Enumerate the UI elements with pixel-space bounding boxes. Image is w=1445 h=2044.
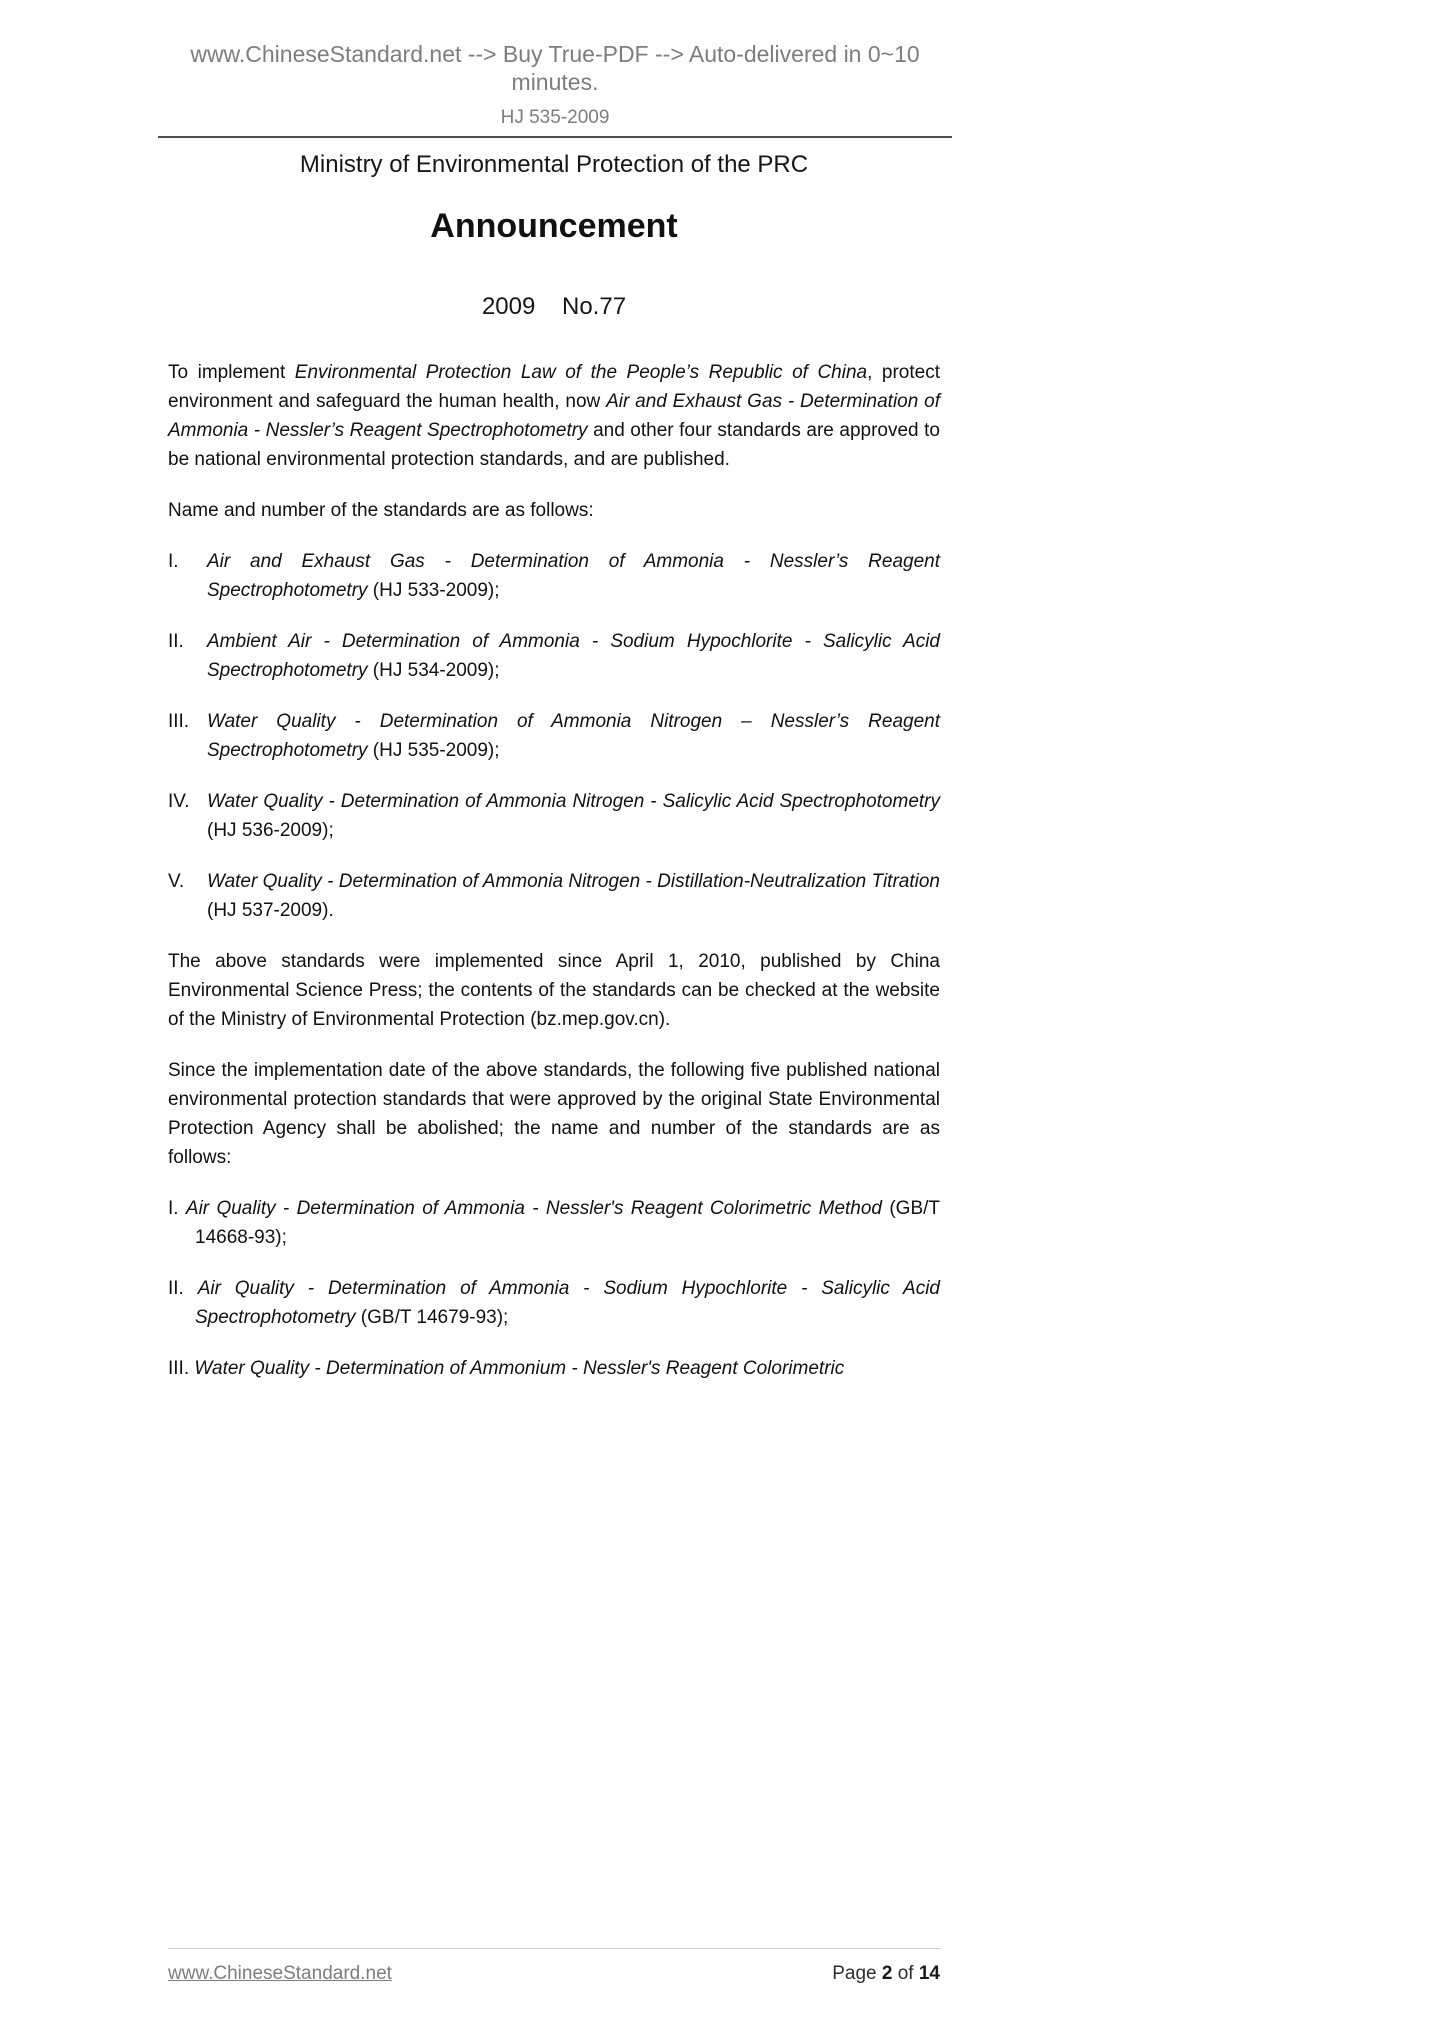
text-run: and other four standards are approved to be national environmental protection standards, and are published. bbox=[168, 420, 940, 470]
text-run: Ambient Air - Determination of Ammonia - Sodium Hypochlorite - Salicylic Acid Spectrophotometry bbox=[207, 631, 940, 681]
text-run: The above standards were implemented since April 1, 2010, published by China Environmental Science Press; the contents of the standards can be checked at the website of the Ministry of Environmental Protection (bz.mep.gov.cn). bbox=[168, 951, 940, 1030]
list-marker: I. bbox=[168, 1198, 179, 1219]
ministry-title: Ministry of Environmental Protection of the PRC bbox=[299, 151, 809, 178]
list-marker: IV. bbox=[168, 791, 190, 812]
of-word: of bbox=[892, 1963, 919, 1984]
text-run: Air Quality - Determination of Ammonia - Sodium Hypochlorite - Salicylic Acid Spectrophotometry bbox=[195, 1278, 940, 1328]
list-item bbox=[168, 547, 940, 605]
header-doc-number: HJ 535-2009 bbox=[500, 107, 610, 128]
list-item-text bbox=[207, 627, 940, 685]
paragraph bbox=[168, 947, 940, 1034]
list-item bbox=[168, 1274, 940, 1332]
list-marker: V. bbox=[168, 871, 185, 892]
list-item-text bbox=[207, 867, 940, 925]
text-run: (HJ 534-2009); bbox=[367, 660, 500, 681]
list-item bbox=[168, 867, 940, 925]
paragraph bbox=[168, 1056, 940, 1172]
text-run: Water Quality - Determination of Ammonia Nitrogen - Distillation-Neutralization Titration bbox=[207, 871, 940, 892]
text-run: (HJ 535-2009); bbox=[367, 740, 500, 761]
page-word: Page bbox=[832, 1963, 882, 1984]
text-run: Name and number of the standards are as follows: bbox=[168, 500, 594, 521]
list-item bbox=[168, 1354, 940, 1383]
list-marker: II. bbox=[168, 631, 184, 652]
text-run: Air and Exhaust Gas - Determination of Ammonia - Nessler’s Reagent Spectrophotometry bbox=[168, 391, 941, 441]
text-run: , protect environment and safeguard the human health, now bbox=[168, 362, 940, 412]
text-run: Water Quality - Determination of Ammonia Nitrogen – Nessler’s Reagent Spectrophotometry bbox=[207, 711, 940, 761]
text-run: Air and Exhaust Gas - Determination of Ammonia - Nessler’s Reagent Spectrophotometry bbox=[207, 551, 940, 601]
list-item-text bbox=[207, 547, 940, 605]
paragraph bbox=[168, 358, 940, 474]
text-run: Water Quality - Determination of Ammonium - Nessler's Reagent Colorimetric bbox=[194, 1358, 845, 1379]
announcement-title: Announcement bbox=[430, 207, 678, 245]
document-body bbox=[168, 358, 940, 1383]
text-run: (GB/T 14679-93); bbox=[355, 1307, 509, 1328]
page-header bbox=[158, 40, 952, 138]
text-run: (GB/T 14668-93); bbox=[195, 1198, 940, 1248]
list-item-text bbox=[207, 707, 940, 765]
text-run: To implement bbox=[168, 362, 295, 383]
paragraph bbox=[168, 496, 940, 525]
text-run: Since the implementation date of the above standards, the following five published national environmental protection standards that were approved by the original State Environmental Protection Agency shall be abolished; the name and number of the standards are as follows: bbox=[168, 1060, 940, 1168]
list-item-text bbox=[207, 787, 940, 845]
header-banner: www.ChineseStandard.net --> Buy True-PDF --> Auto-delivered in 0~10 minutes. bbox=[190, 41, 920, 95]
issue-number: 2009 No.77 bbox=[481, 293, 627, 320]
list-marker: III. bbox=[168, 711, 190, 732]
page-footer bbox=[168, 1948, 940, 1985]
text-run: (HJ 536-2009); bbox=[207, 820, 334, 841]
text-run: Environmental Protection Law of the People’s Republic of China bbox=[294, 362, 868, 383]
list-marker: II. bbox=[168, 1278, 184, 1299]
list-item bbox=[168, 627, 940, 685]
page-number: 2 bbox=[881, 1963, 893, 1984]
text-run: (HJ 537-2009). bbox=[207, 900, 334, 921]
text-run: Water Quality - Determination of Ammonia Nitrogen - Salicylic Acid Spectrophotometry bbox=[207, 791, 940, 812]
list-item bbox=[168, 707, 940, 765]
list-marker: I. bbox=[168, 551, 179, 572]
list-item bbox=[168, 1194, 940, 1252]
document-content bbox=[168, 136, 940, 1405]
total-pages: 14 bbox=[918, 1963, 940, 1984]
text-run: Air Quality - Determination of Ammonia - Nessler's Reagent Colorimetric Method bbox=[185, 1198, 882, 1219]
list-marker: III. bbox=[168, 1358, 190, 1379]
page-indicator bbox=[832, 1963, 940, 1985]
footer-site-link[interactable]: www.ChineseStandard.net bbox=[168, 1963, 392, 1984]
text-run: (HJ 533-2009); bbox=[367, 580, 500, 601]
list-item bbox=[168, 787, 940, 845]
